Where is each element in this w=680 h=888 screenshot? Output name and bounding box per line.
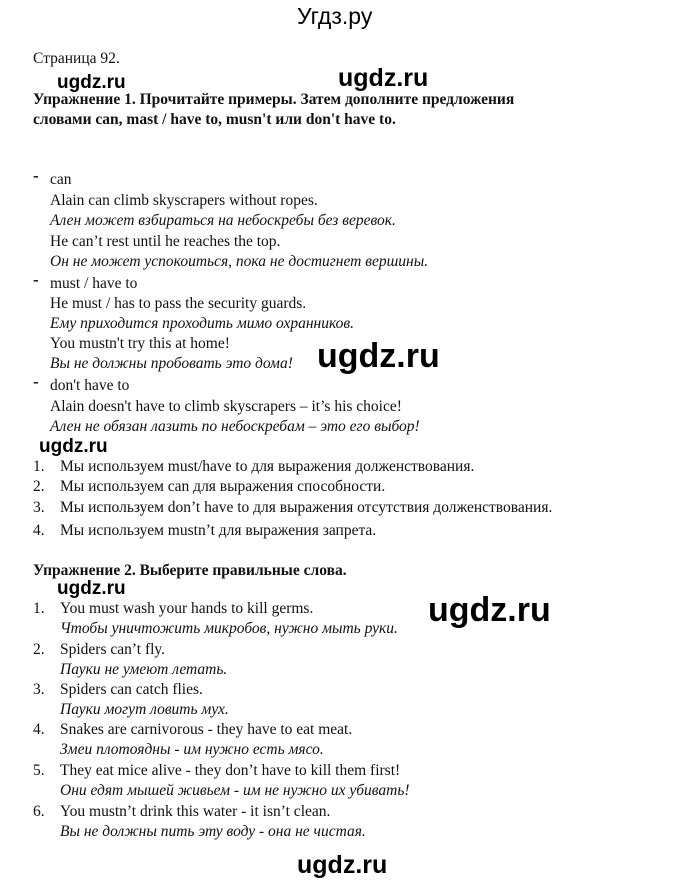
example-ru: Ален может взбираться на небоскребы без веревок. [50, 212, 396, 229]
watermark: ugdz.ru [57, 72, 126, 93]
watermark: ugdz.ru [57, 578, 126, 599]
list-bullet: - [33, 372, 39, 391]
group-heading: don't have to [50, 377, 130, 394]
exercise1-title: Упражнение 1. Прочитайте примеры. Затем дополните предложения [33, 91, 515, 108]
answer-ru: Пауки могут ловить мух. [60, 701, 229, 718]
answer-ru: Чтобы уничтожить микробов, нужно мыть руки. [60, 620, 398, 637]
watermark: ugdz.ru [317, 337, 440, 375]
watermark: ugdz.ru [338, 64, 429, 92]
group-heading: must / have to [50, 275, 138, 292]
list-bullet: - [33, 166, 39, 185]
site-title[interactable]: Угдз.ру [297, 3, 373, 29]
answer-ru: Пауки не умеют летать. [60, 661, 228, 678]
answer-en: You must wash your hands to kill germs. [60, 600, 314, 617]
item-number: 1. [33, 600, 45, 617]
answer-en: They eat mice alive - they don’t have to kill them first! [60, 762, 401, 779]
item-number: 6. [33, 803, 45, 820]
answer-ru: Вы не должны пить эту воду - она не чистая. [60, 823, 366, 840]
watermark: ugdz.ru [428, 591, 551, 629]
rule-text: Мы используем don’t have to для выражения отсутствия долженствования. [60, 499, 553, 516]
item-number: 2. [33, 641, 45, 658]
example-ru: Он не может успокоиться, пока не достигнет вершины. [50, 253, 429, 270]
rule-number: 2. [33, 478, 45, 495]
rule-number: 4. [33, 522, 45, 539]
example-en: Alain can climb skyscrapers without ropes. [50, 192, 318, 209]
list-bullet: - [33, 270, 39, 289]
example-en: He can’t rest until he reaches the top. [50, 233, 281, 250]
item-number: 3. [33, 681, 45, 698]
answer-ru: Они едят мышей живьем - им не нужно их убивать! [60, 782, 410, 799]
page-label: Страница 92. [33, 50, 120, 67]
rule-text: Мы используем mustn’t для выражения запрета. [60, 522, 377, 539]
example-ru: Вы не должны пробовать это дома! [50, 355, 293, 372]
answer-ru: Змеи плотоядны - им нужно есть мясо. [60, 741, 324, 758]
rule-text: Мы используем must/have to для выражения долженствования. [60, 458, 475, 475]
rule-text: Мы используем can для выражения способности. [60, 478, 386, 495]
example-ru: Ему приходится проходить мимо охранников. [50, 315, 354, 332]
example-ru: Ален не обязан лазить по небоскребам – это его выбор! [50, 418, 420, 435]
exercise1-title-cont: словами can, mast / have to, musn't или don't have to. [33, 111, 396, 128]
item-number: 4. [33, 721, 45, 738]
example-en: Alain doesn't have to climb skyscrapers – it’s his choice! [50, 398, 402, 415]
answer-en: Spiders can’t fly. [60, 641, 166, 658]
rule-number: 1. [33, 458, 45, 475]
answer-en: Snakes are carnivorous - they have to eat meat. [60, 721, 353, 738]
answer-en: Spiders can catch flies. [60, 681, 203, 698]
group-heading: can [50, 171, 72, 188]
watermark: ugdz.ru [297, 851, 388, 879]
answer-en: You mustn’t drink this water - it isn’t clean. [60, 803, 331, 820]
example-en: He must / has to pass the security guards. [50, 295, 307, 312]
item-number: 5. [33, 762, 45, 779]
rule-number: 3. [33, 499, 45, 516]
exercise2-title: Упражнение 2. Выберите правильные слова. [33, 562, 347, 579]
watermark: ugdz.ru [39, 436, 108, 457]
example-en: You mustn't try this at home! [50, 335, 230, 352]
